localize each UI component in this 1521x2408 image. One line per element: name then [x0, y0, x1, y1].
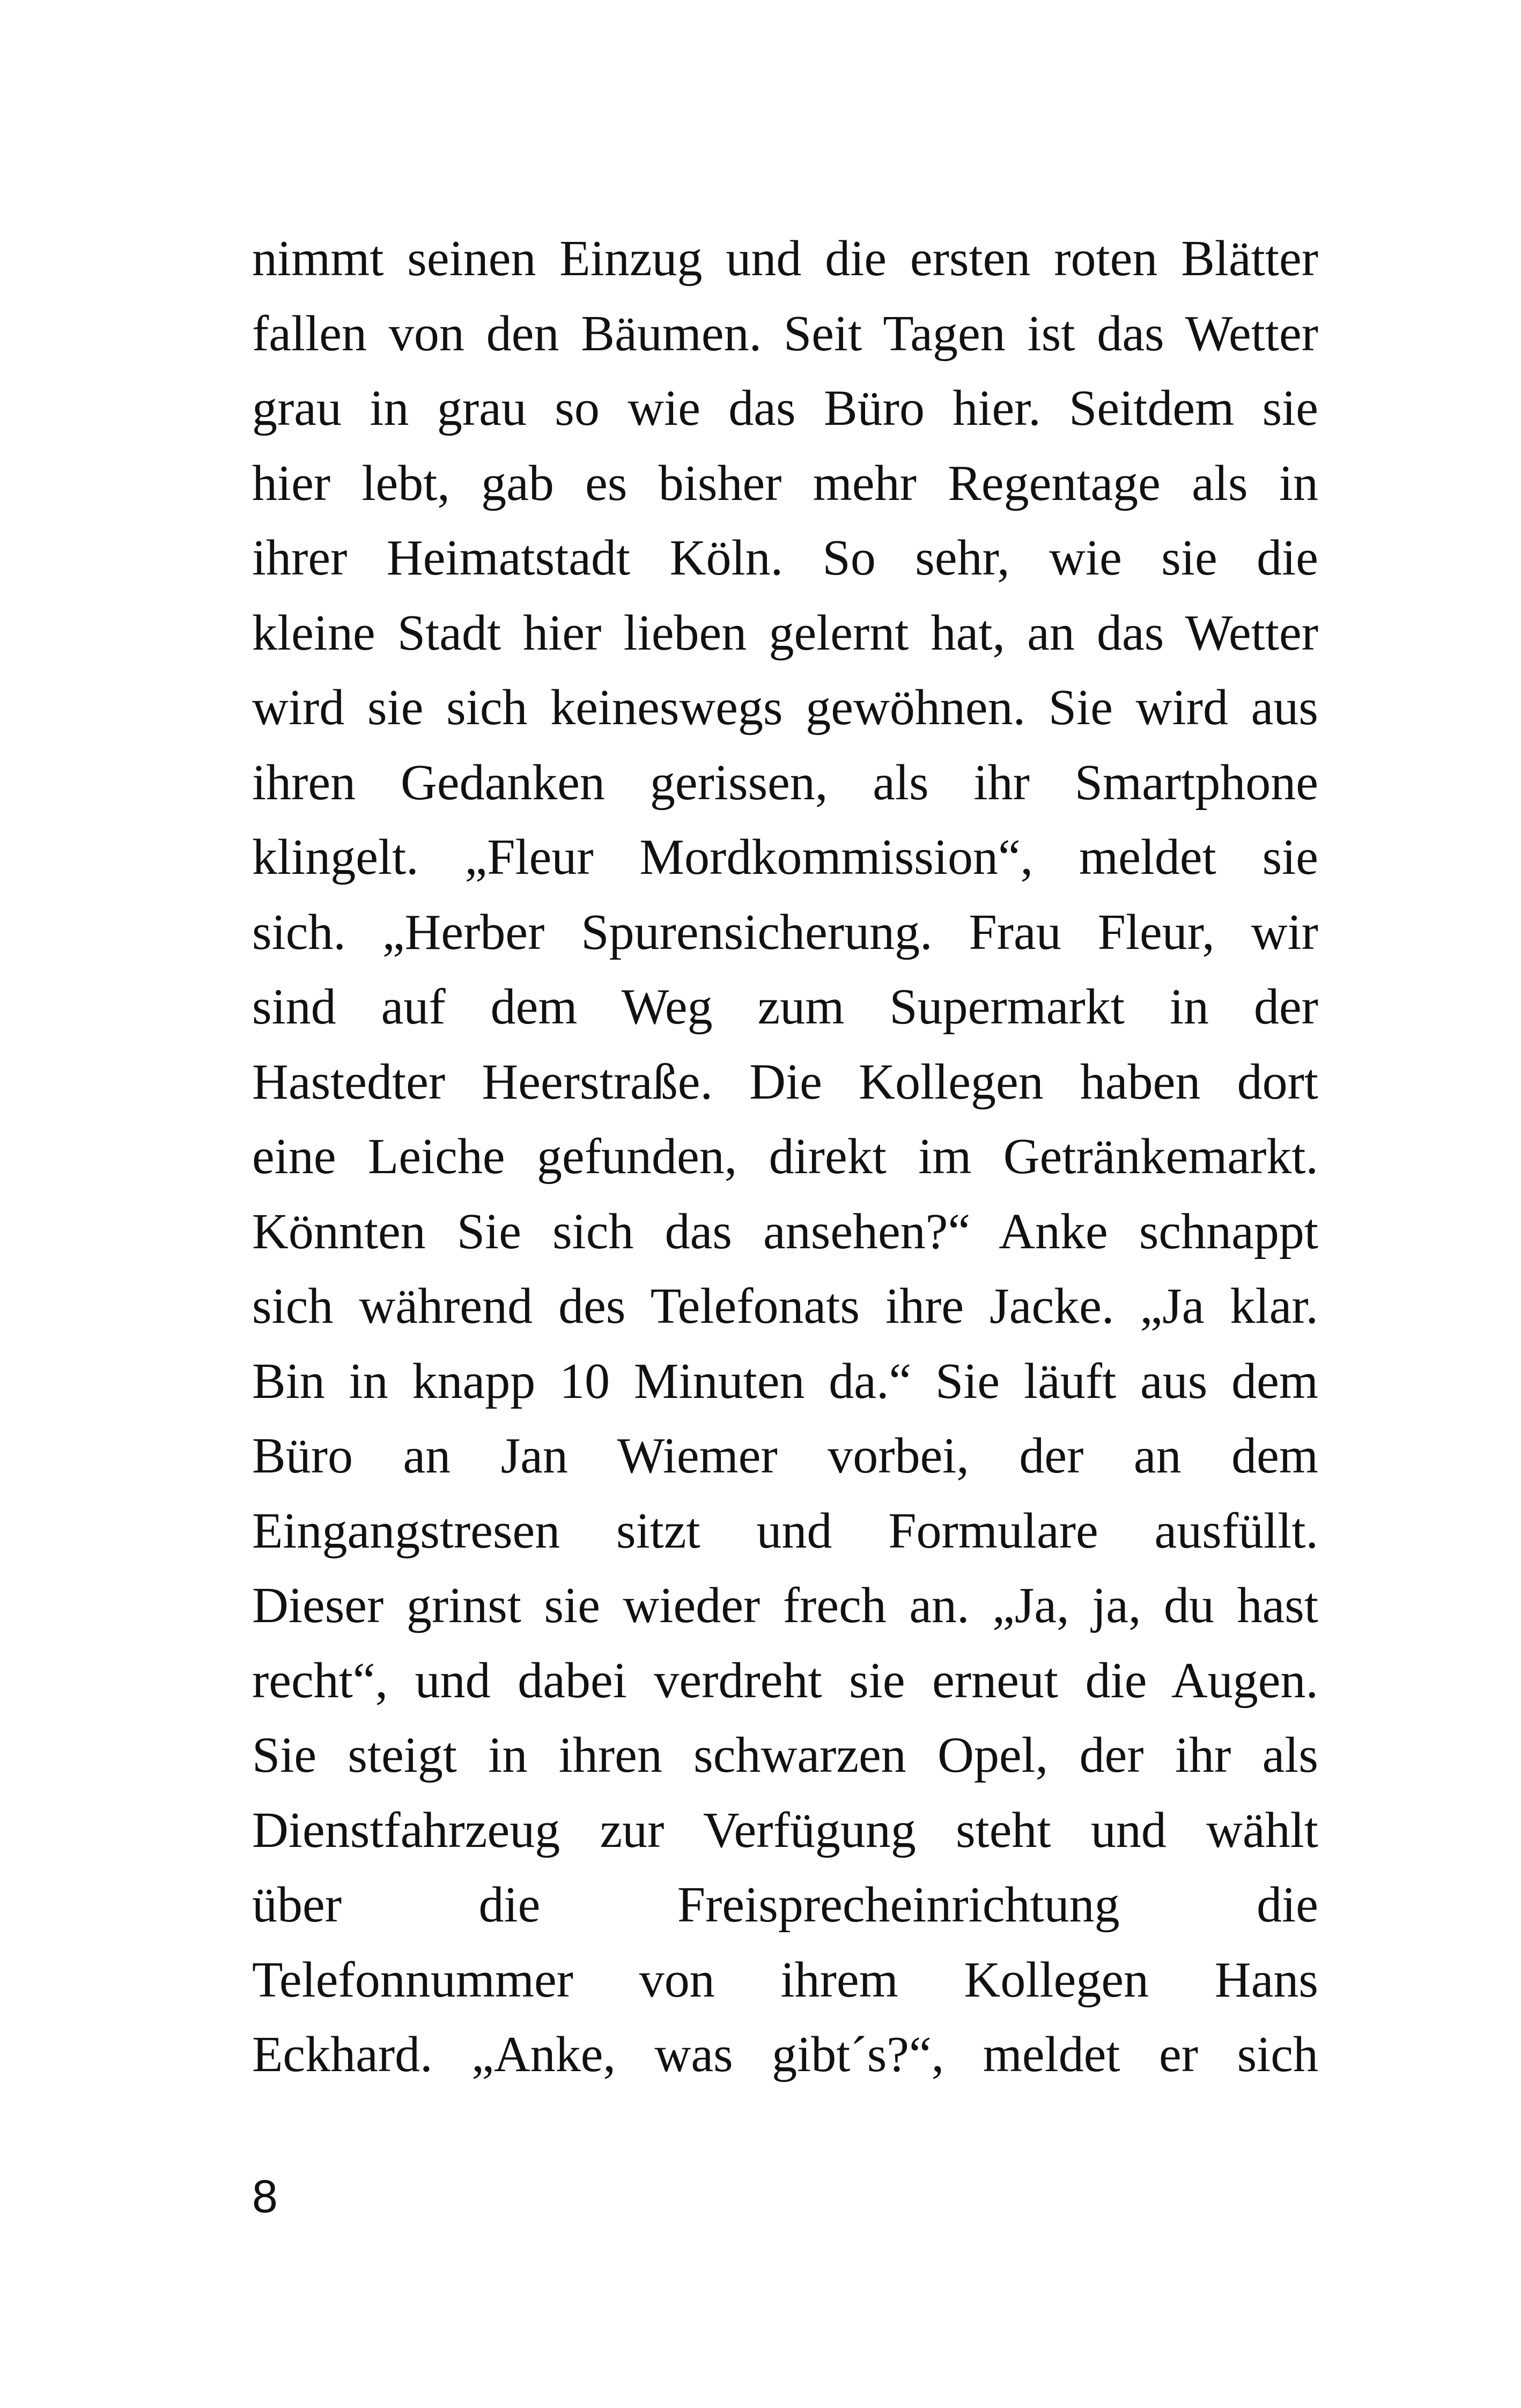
text-line: Telefonnummer von ihrem Kollegen Hans [252, 1952, 1318, 2008]
text-line: sind auf dem Weg zum Supermarkt in der [252, 979, 1318, 1035]
text-line: Dieser grinst sie wieder frech an. „Ja, ja, du hast [252, 1578, 1318, 1633]
text-line: recht“, und dabei verdreht sie erneut die Augen. [252, 1652, 1318, 1709]
text-line: sich. „Herber Spurensicherung. Frau Fleur, wir [252, 904, 1318, 960]
text-line: ihren Gedanken gerissen, als ihr Smartphone [252, 754, 1318, 811]
page-number: 8 [252, 2171, 278, 2222]
text-line: über die Freisprecheinrichtung die [252, 1877, 1318, 1933]
body-text [252, 222, 1318, 2093]
text-line: grau in grau so wie das Büro hier. Seitdem sie [252, 380, 1318, 436]
text-line: eine Leiche gefunden, direkt im Getränkemarkt. [252, 1129, 1318, 1184]
text-line: Hastedter Heerstraße. Die Kollegen haben dort [252, 1054, 1318, 1110]
text-line: Eingangstresen sitzt und Formulare ausfüllt. [252, 1503, 1318, 1559]
text-line: klingelt. „Fleur Mordkommission“, meldet sie [252, 829, 1318, 885]
text-line: sich während des Telefonats ihre Jacke. „Ja klar. [252, 1278, 1318, 1334]
text-line: Könnten Sie sich das ansehen?“ Anke schnappt [252, 1203, 1318, 1260]
text-line: Büro an Jan Wiemer vorbei, der an dem [252, 1428, 1318, 1484]
text-line: wird sie sich keineswegs gewöhnen. Sie wird aus [252, 680, 1318, 735]
text-line: nimmt seinen Einzug und die ersten roten Blätter [252, 231, 1318, 286]
text-line: hier lebt, gab es bisher mehr Regentage als in [252, 455, 1318, 511]
text-line: Dienstfahrzeug zur Verfügung steht und wählt [252, 1802, 1318, 1858]
text-line: Sie steigt in ihren schwarzen Opel, der ihr als [252, 1727, 1318, 1783]
text-line: Bin in knapp 10 Minuten da.“ Sie läuft aus dem [252, 1353, 1318, 1409]
text-line: fallen von den Bäumen. Seit Tagen ist das Wetter [252, 305, 1318, 362]
text-line: ihrer Heimatstadt Köln. So sehr, wie sie die [252, 530, 1318, 586]
text-line: kleine Stadt hier lieben gelernt hat, an das Wetter [252, 605, 1318, 661]
text-line: Eckhard. „Anke, was gibt´s?“, meldet er sich [252, 2027, 1318, 2082]
